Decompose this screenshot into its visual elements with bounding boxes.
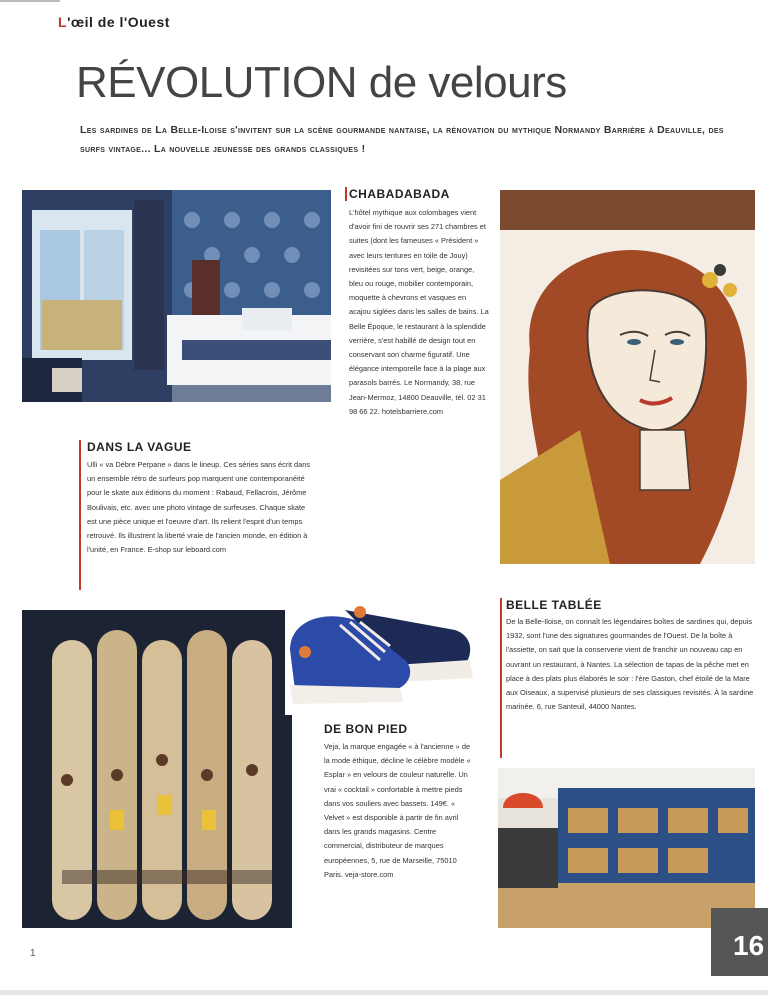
- section-text-soulier: Veja, la marque engagée « à l'ancienne » de la mode éthique, décline le célèbre modèle « Esplar » en velours de couleur naturelle. Un vrai « cocktail » confortable à mettre pieds dans vos souliers avec bassets. 149€. « Velvet » est disponible à partir de fin avril dans les grands magasins. Centre commercial, distributeur de marques européennes, 5, rue de Marseille, 75010 Paris. veja-store.com: [324, 742, 471, 879]
- brand-name: 'œil de l'Ouest: [67, 14, 170, 30]
- page-edge-shadow: [0, 990, 768, 995]
- accent-rule: [79, 440, 81, 590]
- section-heading-vague: DANS LA VAGUE: [87, 440, 192, 454]
- brand-initial: L: [58, 14, 68, 30]
- lead-paragraph: Les sardines de La Belle-Iloise s'invitent sur la scène gourmande nantaise, la rénovation du mythique Normandy Barrière à Deauville, des surfs vintage... La nouvelle jeunesse des grands classiques !: [80, 124, 724, 155]
- restaurant-photo: [498, 768, 755, 928]
- section-text-chabadabada: L'hôtel mythique aux colombages vient d'avoir fini de rouvrir ses 271 chambres et suites (dont les fameuses « Président » avec leurs tentures en toile de Jouy) revisitées sur tons vert, beige, orange, bleu ou rouge, mobilier contemporain, moquette à chevrons et vasques en acajou siglées dans les salles de bains. La Belle Époque, le restaurant à la splendide verrière, s'est habillé de design tout en conservant son charme figuratif. Une élégance intemporelle face à la plage aux parasols barrés. Le Normandy, 38, rue Jean-Mermoz, 14800 Deauville, tél. 02 31 98 66 22. hotelsbarriere.com: [349, 208, 489, 416]
- section-heading-chabadabada: CHABADABADA: [349, 187, 450, 201]
- page-title: RÉVOLUTION de velours: [76, 58, 567, 107]
- section-text-vague: Ulli « va Débre Perpane » dans le lineup. Ces séries sans écrit dans un ensemble rétro de surfeurs pop marquent une contemporanéité pour le skate aux éditions du moment : Rabaud, Fellacrois, Jérôme Boulivais, etc. avec une photo vintage de surfeuses. Chaque skate est une pièce unique et l'oeuvre d'art. Ils relient l'esprit d'un temps retrouvé. Ils illustrent la liberté vraie de l'ancien monde, en édition à l'unité, en France. E-shop sur leboard.com: [87, 460, 311, 555]
- section-text-tablee: De la Belle-Iloise, on connaît les légendaires boîtes de sardines qui, depuis 1932, sont l'une des signatures gourmandes de l'Ouest. De la boîte à l'assiette, on sait que la conserverie vient de franchir un nouveau cap en ouvrant un restaurant, à Nantes. La sélection de tapas de la pêche met en place à des plats plus élaborés le soir : l'ère Gaston, chef étoilé de la Mare aux Oiseaux, a supervisé plusieurs de ses classiques revisités. À la sardine marinée. 6, rue Santeuil, 44000 Nantes.: [506, 617, 754, 712]
- accent-rule: [345, 187, 347, 201]
- section-heading-tablee: BELLE TABLÉE: [506, 598, 602, 612]
- sneakers-photo: [285, 590, 475, 715]
- hotel-room-photo: [22, 190, 331, 402]
- skateboards-photo: [22, 610, 292, 928]
- magazine-section-logo: [58, 14, 170, 30]
- mosaic-portrait-photo: [500, 190, 755, 564]
- top-rule: [0, 0, 60, 2]
- section-heading-soulier: DE BON PIED: [324, 722, 408, 736]
- page-folio: 1: [30, 948, 36, 959]
- page-number-tab: [711, 908, 768, 976]
- page-number: 16: [733, 930, 765, 961]
- accent-rule: [500, 598, 502, 758]
